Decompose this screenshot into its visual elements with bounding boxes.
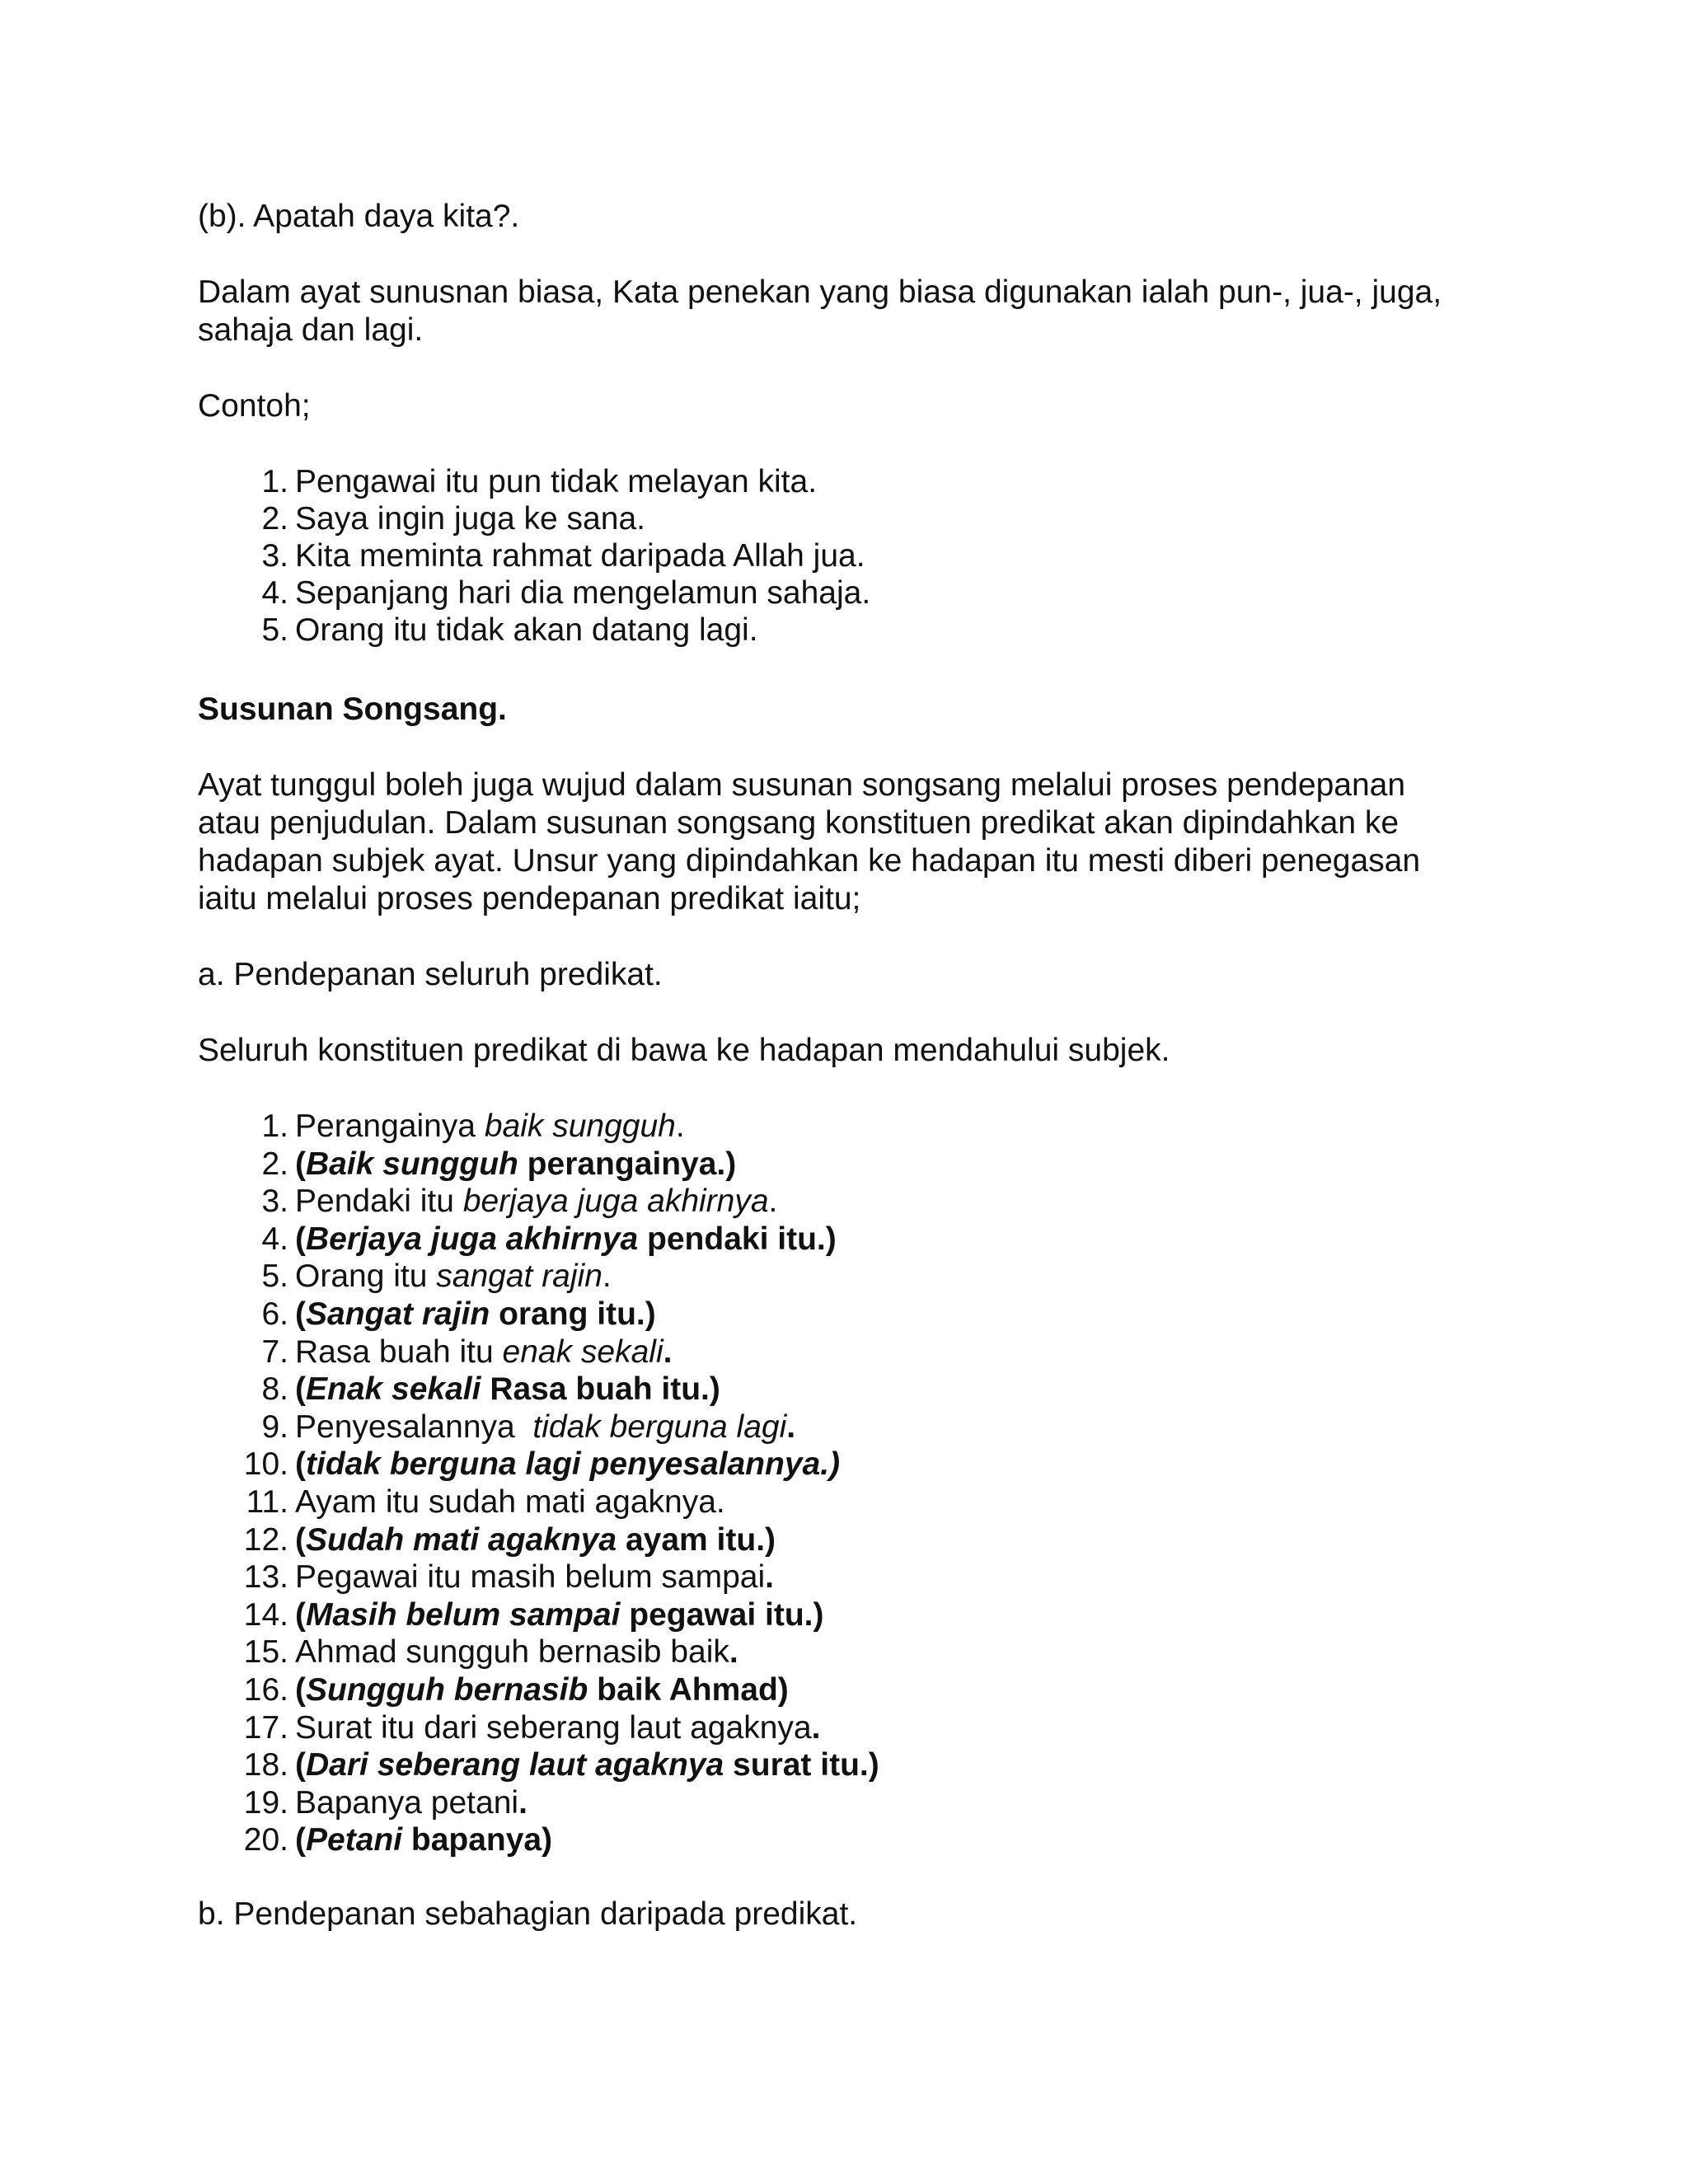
list-item-text-run: . [663,1333,673,1370]
list-item-text-run: Orang itu [295,1258,437,1295]
paragraph-line: Dalam ayat sunusnan biasa, Kata penekan yang biasa digunakan ialah pun-, jua-, juga, [198,274,1442,310]
list-item-number: 10. [243,1446,288,1483]
list-item-text [295,1671,789,1709]
list-item-number: 9. [261,1408,288,1445]
subheading-a: a. Pendepanan seluruh predikat. [198,957,663,992]
list-item-text-run: ( [295,1296,306,1332]
list-item-number: 5. [261,612,288,648]
list-item-number: 1. [261,464,288,499]
list-item-number: 5. [261,1258,288,1295]
list-item-text [295,1146,736,1183]
list-item-text-run: Enak sekali [306,1371,481,1408]
list-item-text-run: Perangainya [295,1108,485,1144]
list-item-text [295,1784,528,1822]
list-item-text-run: Penyesalannya [295,1408,533,1445]
list-item-text-run: ( [295,1747,306,1783]
contoh-label: Contoh; [198,388,311,424]
list-item-number: 1. [261,1108,288,1144]
list-item-text-run: . [811,1709,821,1746]
paragraph-line: atau penjudulan. Dalam susunan songsang konstituen predikat akan dipindahkan ke [198,805,1400,841]
list-item-text-run: ( [295,1521,306,1558]
list-item-number: 3. [261,538,288,574]
list-item-text-run: perangainya.) [518,1146,737,1182]
list-item-text [295,1746,879,1784]
list-item-text-run: Ayam itu sudah mati agaknya. [295,1484,725,1520]
subheading-b: b. Pendepanan sebahagian daripada predikat. [198,1896,858,1932]
list-item-number: 4. [261,575,288,611]
list-item-text-run: ( [295,1822,306,1858]
list-item-text-run: ( [295,1221,306,1257]
list-item-text-run: Berjaya juga akhirnya [306,1221,639,1257]
list-item-text-run: . [518,1784,528,1821]
list-item-text-run: Rasa buah itu.) [481,1371,720,1408]
list-item-text-run: ( [295,1596,306,1633]
list-item-number: 16. [243,1672,288,1708]
list-item-text: Sepanjang hari dia mengelamun sahaja. [295,575,871,611]
list-item-text-run: Sangat rajin [306,1296,490,1332]
list-item-text-run: ( [295,1371,306,1408]
list-item-text-run: Sudah mati agaknya [306,1521,617,1558]
list-item-number: 18. [243,1747,288,1783]
list-item-number: 3. [261,1183,288,1220]
list-item-text-run: pegawai itu.) [620,1596,824,1633]
list-item-text-run: ( [295,1446,306,1483]
list-item-text-run: ( [295,1672,306,1708]
list-item-text-run: surat itu.) [724,1747,879,1783]
list-item-text: Orang itu tidak akan datang lagi. [295,612,758,648]
list-item-text [295,1296,656,1333]
list-item-text-run: tidak berguna lagi [532,1408,787,1445]
list-item-number: 17. [243,1709,288,1746]
list-item-text-run: . [602,1258,612,1295]
list-item-text-run: baik sungguh [484,1108,676,1144]
list-item-text-run: Bapanya petani [295,1784,519,1821]
list-item-text [295,1183,777,1221]
paragraph-seluruh-konstituen: Seluruh konstituen predikat di bawa ke hadapan mendahului subjek. [198,1033,1170,1068]
list-item-text-run: . [786,1408,796,1445]
list-item-text-run: Rasa buah itu [295,1333,503,1370]
list-item-number: 13. [243,1559,288,1596]
list-item-text-run: Masih belum sampai [306,1596,621,1633]
list-item-text [295,1446,840,1483]
list-item-text-run: . [729,1634,738,1671]
list-item-text [295,1558,774,1596]
list-item-text-run: sangat rajin [436,1258,603,1295]
list-item-text-run: baik Ahmad) [588,1672,789,1708]
list-item-text-run: . [675,1108,685,1144]
list-item-text-run: enak sekali [502,1333,663,1370]
list-item-number: 19. [243,1784,288,1821]
list-item-text-run: Baik sungguh [306,1146,518,1182]
heading-susunan-songsang: Susunan Songsang. [198,691,507,727]
list-item-text [295,1596,823,1634]
list-item-number: 2. [261,1146,288,1182]
paragraph-line: iaitu melalui proses pendepanan predikat iaitu; [198,881,861,916]
list-item-text-run: tidak berguna lagi penyesalannya.) [306,1446,841,1483]
list-item-text-run: Pegawai itu masih belum sampai [295,1559,766,1596]
list-item-text-run: . [768,1183,778,1220]
list-item-text [295,1258,612,1296]
list-item-number: 6. [261,1296,288,1332]
list-item-text-run: Ahmad sungguh bernasib baik [295,1634,729,1671]
list-item-number: 12. [243,1521,288,1558]
list-item-text [295,1483,725,1521]
list-item-text-run: berjaya juga akhirnya [462,1183,769,1220]
list-item-text-run: ayam itu.) [617,1521,776,1558]
list-item-text-run: Petani [306,1822,403,1858]
list-item-number: 8. [261,1371,288,1408]
paragraph-line: hadapan subjek ayat. Unsur yang dipindahkan ke hadapan itu mesti diberi penegasan [198,843,1421,879]
list-item-text-run: Pendaki itu [295,1183,463,1220]
list-item-text-run: ( [295,1146,306,1182]
list-item-text: Pengawai itu pun tidak melayan kita. [295,464,818,499]
list-item-text: Saya ingin juga ke sana. [295,501,645,537]
list-item-number: 2. [261,501,288,537]
list-item-text-run: Dari seberang laut agaknya [306,1747,724,1783]
list-item-text [295,1709,820,1747]
list-item-text [295,1521,776,1559]
list-item-text [295,1821,552,1859]
list-item-text-run: Sungguh bernasib [306,1672,588,1708]
list-item-text-run: Surat itu dari seberang laut agaknya [295,1709,812,1746]
list-item-text [295,1371,720,1408]
list-item-number: 11. [246,1484,288,1520]
list-item-number: 7. [261,1333,288,1370]
paragraph-kata-penekan [198,274,1484,349]
paragraph-line: Ayat tunggul boleh juga wujud dalam susunan songsang melalui proses pendepanan [198,767,1406,803]
list-item-text-run: . [765,1559,774,1596]
paragraph-line: sahaja dan lagi. [198,312,424,348]
list-item-text: Kita meminta rahmat daripada Allah jua. [295,538,865,574]
list-item-text [295,1108,685,1146]
list-item-text [295,1333,672,1371]
list-item-number: 4. [261,1221,288,1257]
list-item-number: 20. [243,1822,288,1858]
paragraph-susunan-songsang [198,766,1484,918]
list-item-number: 14. [243,1596,288,1633]
list-item-text-run: bapanya) [402,1822,553,1858]
list-item-text-run: orang itu.) [490,1296,656,1332]
list-item-number: 15. [243,1634,288,1671]
section-heading-b: (b). Apatah daya kita?. [198,199,520,234]
list-item-text-run: pendaki itu.) [638,1221,837,1257]
list-item-text [295,1633,738,1671]
list-item-text [295,1221,837,1258]
list-item-text [295,1408,795,1446]
